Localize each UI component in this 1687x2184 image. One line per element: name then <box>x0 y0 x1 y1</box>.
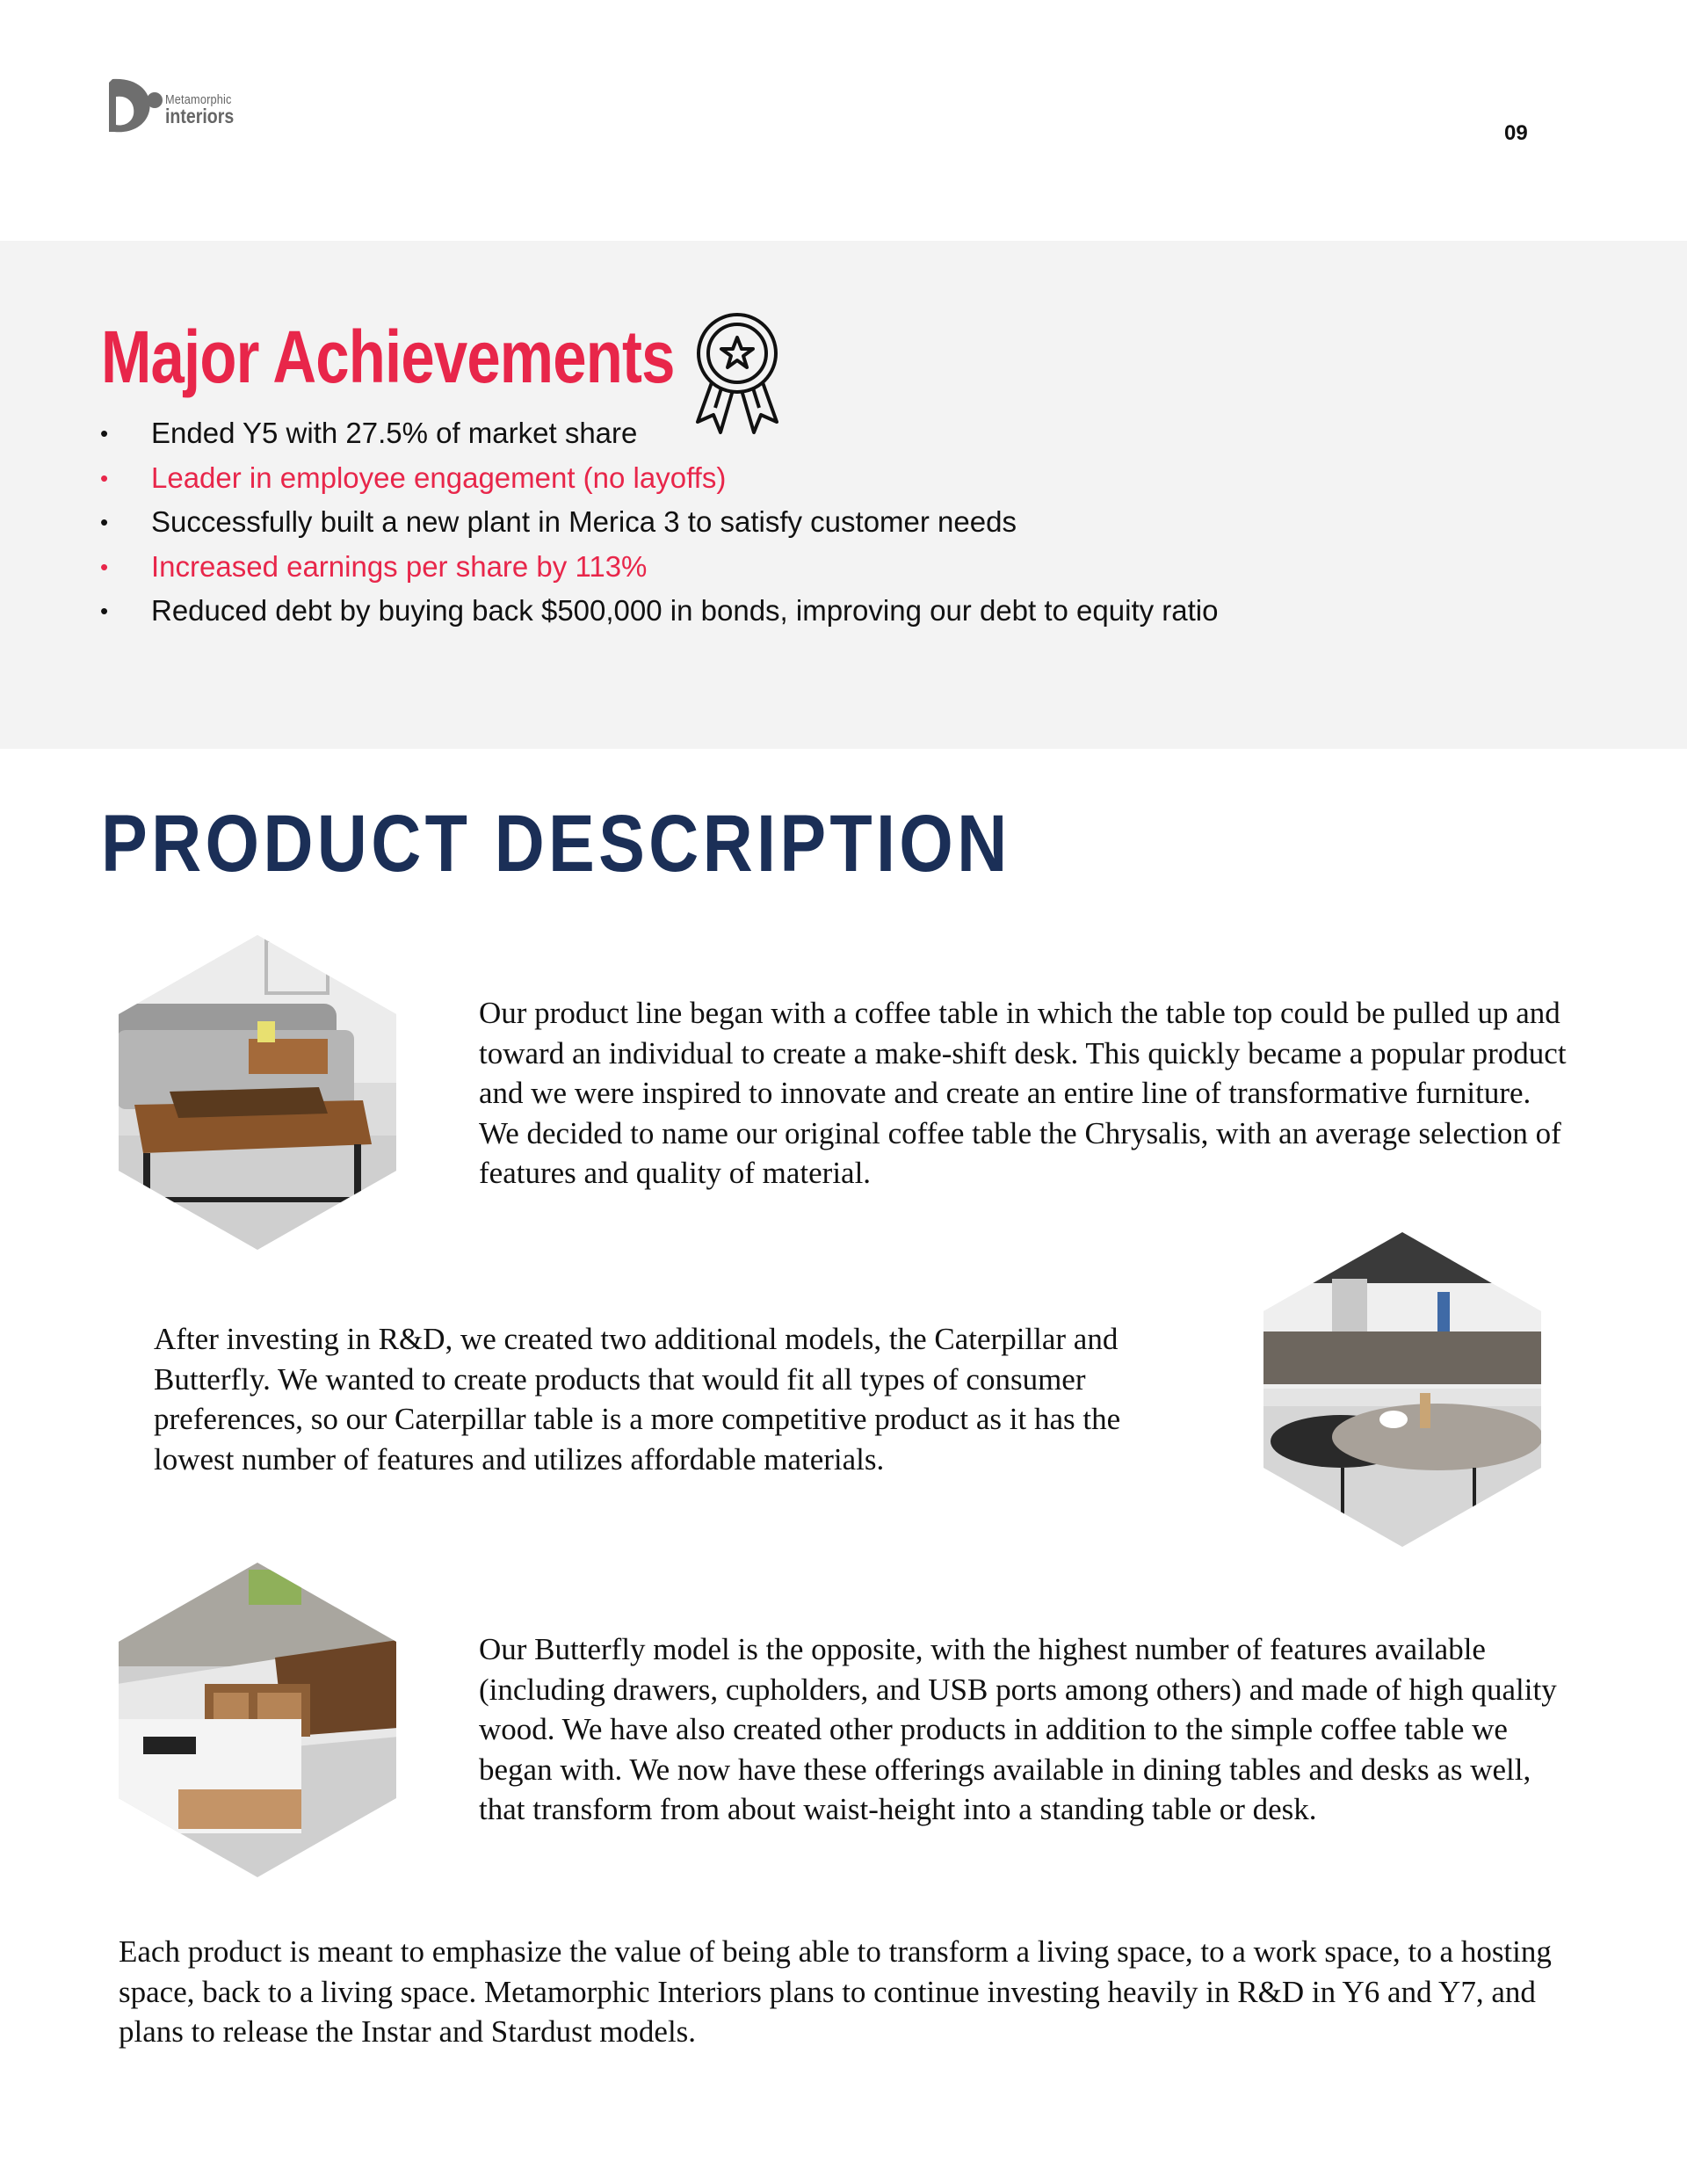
achievements-list <box>97 411 1415 634</box>
page-number: 09 <box>1504 121 1528 145</box>
list-item: • Reduced debt by buying back $500,000 in bonds, improving our debt to equity ratio <box>97 589 1415 634</box>
product-description-title: PRODUCT DESCRIPTION <box>101 799 1011 889</box>
paragraph-butterfly: Our Butterfly model is the opposite, with the highest number of features available (including drawers, cupholders, and USB ports among others) and made of high quality wood. We have also created other products in addition to the simple coffee table we began with. We now have these offerings available in dining tables and desks as well, that transform from about waist-height into a standing table or desk. <box>479 1632 1557 1826</box>
logo-mark-icon <box>104 76 165 139</box>
caterpillar-table-photo <box>1262 1230 1543 1549</box>
list-item: • Leader in employee engagement (no layoffs) <box>97 456 1415 501</box>
paragraph-chrysalis: Our product line began with a coffee table in which the table top could be pulled up and toward an individual to create a make-shift desk. This quickly became a popular product and we were inspired to innovate and create an entire line of transformative furniture. We decided to name our original coffee table the Chrysalis, with an average selection of features and quality of material. <box>479 996 1567 1190</box>
paragraph-closing: Each product is meant to emphasize the value of being able to transform a living space, to a work space, to a hosting space, back to a living space. Metamorphic Interiors plans to continue investing heavily in R&D in Y6 and Y7, and plans to release the Instar and Stardust models. <box>119 1934 1552 2049</box>
list-item: • Increased earnings per share by 113% <box>97 545 1415 590</box>
list-item: • Successfully built a new plant in Merica 3 to satisfy customer needs <box>97 500 1415 545</box>
achievements-title: Major Achievements <box>101 316 675 398</box>
list-item: • Ended Y5 with 27.5% of market share <box>97 411 1415 456</box>
chrysalis-table-photo <box>117 933 398 1252</box>
company-logo <box>104 76 271 139</box>
logo-text-top: Metamorphic <box>165 92 232 107</box>
butterfly-table-photo <box>117 1561 398 1879</box>
logo-text-bottom: interiors <box>165 105 235 127</box>
paragraph-caterpillar: After investing in R&D, we created two additional models, the Caterpillar and Butterfly. We wanted to create products that would fit all types of consumer preferences, so our Caterpillar table is a more competitive product as it has the lowest number of features and utilizes affordable materials. <box>154 1322 1121 1477</box>
